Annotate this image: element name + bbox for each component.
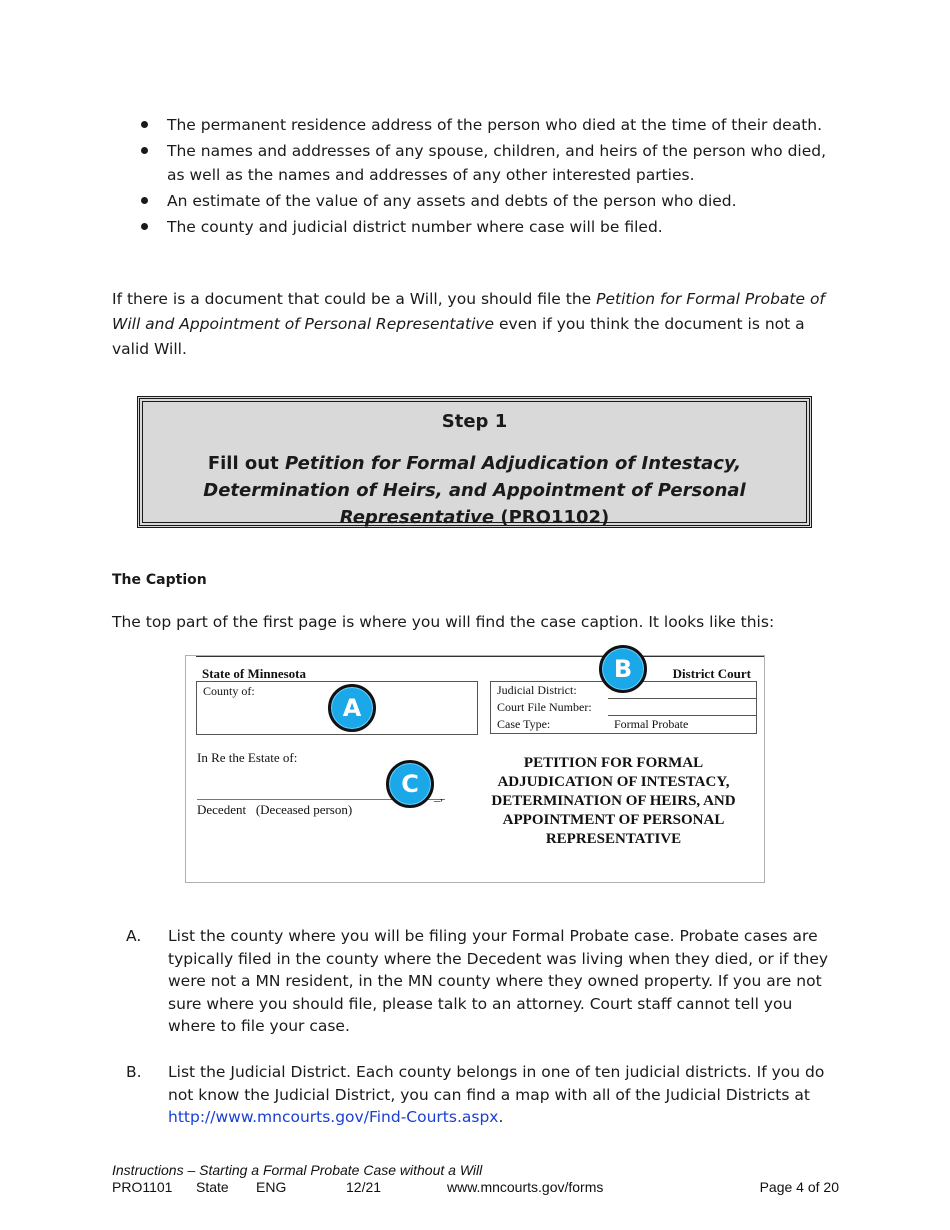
step-form-code: (PRO1102) bbox=[494, 507, 610, 528]
county-label: County of: bbox=[203, 684, 255, 698]
list-item: The county and judicial district number where case will be filed. bbox=[140, 215, 840, 239]
badge-a-icon: A bbox=[328, 684, 376, 732]
will-text-after: even if you think the document is not a valid Will. bbox=[112, 315, 805, 358]
decedent-label: Decedent (Deceased person) bbox=[197, 802, 353, 817]
footer-doc-title: Instructions – Starting a Formal Probate Case without a Will bbox=[112, 1162, 483, 1178]
list-item: An estimate of the value of any assets and debts of the person who died. bbox=[140, 189, 840, 213]
list-item: The permanent residence address of the person who died at the time of their death. bbox=[140, 113, 840, 137]
page-footer bbox=[112, 1162, 839, 1197]
instruction-item-b bbox=[126, 1061, 838, 1129]
item-letter: B. bbox=[126, 1063, 142, 1081]
court-label: District Court bbox=[672, 666, 751, 681]
step-prefix: Fill out bbox=[207, 453, 285, 474]
caption-figure bbox=[185, 655, 765, 883]
step-form-title: Petition for Formal Adjudication of Intestacy, Determination of Heirs, and Appointment of Personal Representative bbox=[203, 453, 746, 528]
footer-meta bbox=[112, 1179, 839, 1197]
decedent-line-tail: _, bbox=[434, 789, 443, 803]
court-file-number-label: Court File Number: bbox=[497, 700, 592, 714]
caption-intro: The top part of the first page is where you will find the case caption. It looks like this: bbox=[112, 613, 775, 631]
footer-scope: State bbox=[196, 1179, 229, 1195]
badge-b-icon: B bbox=[599, 645, 647, 693]
item-text bbox=[168, 1061, 838, 1129]
requirements-list bbox=[140, 113, 840, 241]
item-text-body: List the Judicial District. Each county belongs in one of ten judicial districts. If you do not know the Judicial District, you can find a map with all of the Judicial Districts at bbox=[168, 1063, 825, 1104]
item-text: List the county where you will be filing your Formal Probate case. Probate cases are typically filed in the county where the Decedent was living when they died, or if they were not a MN resident, in the MN county where they owned property. If you are not sure where you should file, please talk to an attorney. Court staff cannot tell you where to file your case. bbox=[168, 927, 829, 1035]
estate-label: In Re the Estate of: bbox=[197, 750, 298, 765]
footer-form-id: PRO1101 bbox=[112, 1179, 173, 1195]
item-text-end: . bbox=[498, 1108, 504, 1126]
case-type-row bbox=[491, 716, 756, 733]
petition-title: PETITION FOR FORMAL ADJUDICATION OF INTESTACY, DETERMINATION OF HEIRS, AND APPOINTMENT OF PERSONAL REPRESENTATIVE bbox=[491, 755, 736, 847]
find-courts-link[interactable]: http://www.mncourts.gov/Find-Courts.aspx bbox=[168, 1108, 499, 1126]
item-letter: A. bbox=[126, 927, 142, 945]
case-type-label: Case Type: bbox=[497, 717, 551, 731]
caption-top-rule bbox=[196, 656, 764, 657]
step-title: Step 1 bbox=[441, 411, 508, 432]
state-label: State of Minnesota bbox=[202, 666, 306, 681]
footer-site: www.mncourts.gov/forms bbox=[447, 1179, 604, 1195]
badge-c-icon: C bbox=[386, 760, 434, 808]
step-box bbox=[137, 396, 812, 528]
list-item: The names and addresses of any spouse, children, and heirs of the person who died, as well as the names and addresses of any other interested parties. bbox=[140, 139, 840, 187]
footer-page-number: Page 4 of 20 bbox=[759, 1179, 839, 1195]
footer-language: ENG bbox=[256, 1179, 287, 1195]
footer-date: 12/21 bbox=[346, 1179, 382, 1195]
judicial-district-label: Judicial District: bbox=[497, 683, 577, 697]
step-instruction bbox=[150, 450, 799, 531]
case-type-value: Formal Probate bbox=[614, 717, 689, 731]
instruction-item-a bbox=[126, 925, 838, 1038]
section-heading: The Caption bbox=[112, 572, 207, 588]
will-text-before: If there is a document that could be a Will, you should file the bbox=[112, 290, 597, 308]
will-paragraph bbox=[112, 287, 837, 362]
court-file-number-row bbox=[491, 699, 756, 716]
will-form-title: Petition for Formal Probate of Will and Appointment of Personal Representative bbox=[112, 290, 825, 333]
